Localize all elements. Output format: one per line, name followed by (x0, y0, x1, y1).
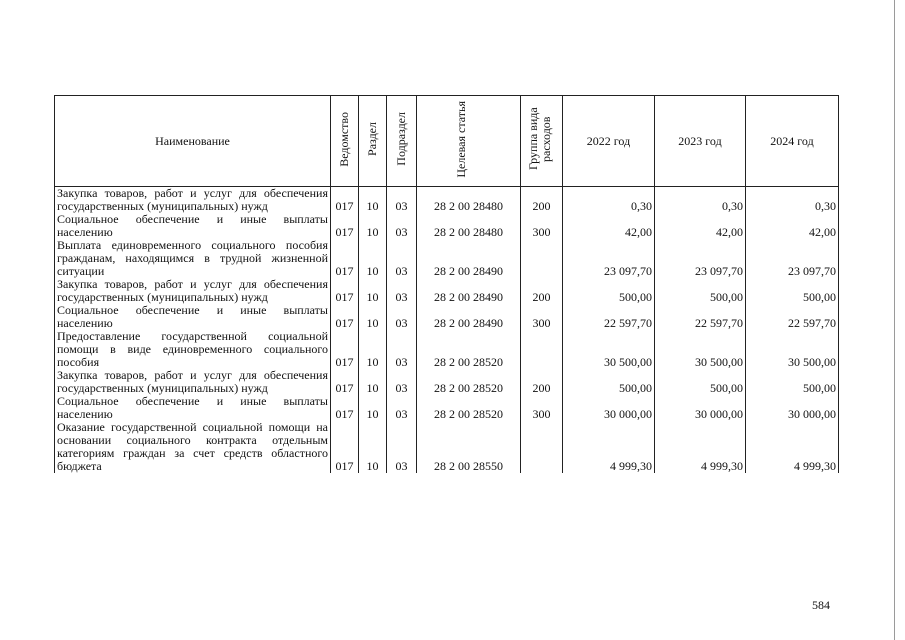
cell-expense-group (521, 421, 563, 473)
table-row (55, 278, 839, 304)
cell-2022: 500,00 (563, 278, 655, 304)
cell-subsection: 03 (387, 304, 417, 330)
header-name (55, 96, 331, 187)
cell-subsection: 03 (387, 213, 417, 239)
cell-2024: 23 097,70 (746, 239, 839, 278)
header-2024 (746, 96, 839, 187)
cell-2024: 500,00 (746, 278, 839, 304)
cell-section: 10 (359, 278, 387, 304)
header-row (55, 96, 839, 187)
header-department (331, 96, 359, 187)
cell-target: 28 2 00 28550 (417, 421, 521, 473)
cell-target: 28 2 00 28480 (417, 213, 521, 239)
cell-target: 28 2 00 28520 (417, 369, 521, 395)
cell-subsection: 03 (387, 187, 417, 214)
cell-name: Предоставление государственной социальной помощи в виде единовременного социального пособия (55, 330, 331, 369)
cell-target: 28 2 00 28490 (417, 304, 521, 330)
cell-2023: 23 097,70 (655, 239, 746, 278)
cell-target: 28 2 00 28520 (417, 330, 521, 369)
cell-expense-group: 300 (521, 213, 563, 239)
header-section-label: Раздел (364, 122, 379, 156)
header-name-label: Наименование (155, 133, 230, 148)
cell-2022: 30 000,00 (563, 395, 655, 421)
cell-2024: 30 000,00 (746, 395, 839, 421)
cell-name: Социальное обеспечение и иные выплаты населению (55, 304, 331, 330)
page-number: 584 (812, 598, 830, 612)
cell-expense-group: 200 (521, 187, 563, 214)
cell-expense-group: 200 (521, 278, 563, 304)
cell-name: Закупка товаров, работ и услуг для обеспечения государственных (муниципальных) нужд (55, 369, 331, 395)
header-2022-label: 2022 год (586, 133, 631, 148)
table-row (55, 239, 839, 278)
cell-expense-group: 200 (521, 369, 563, 395)
cell-2023: 500,00 (655, 369, 746, 395)
header-department-label: Ведомство (336, 111, 351, 167)
cell-name: Социальное обеспечение и иные выплаты населению (55, 395, 331, 421)
cell-expense-group (521, 330, 563, 369)
table-row (55, 304, 839, 330)
cell-2022: 0,30 (563, 187, 655, 214)
cell-expense-group: 300 (521, 395, 563, 421)
table-row (55, 213, 839, 239)
cell-2022: 23 097,70 (563, 239, 655, 278)
cell-section: 10 (359, 369, 387, 395)
header-2023-label: 2023 год (678, 133, 722, 148)
cell-2023: 4 999,30 (655, 421, 746, 473)
table-row (55, 421, 839, 473)
cell-department: 017 (331, 369, 359, 395)
cell-target: 28 2 00 28490 (417, 278, 521, 304)
cell-name: Закупка товаров, работ и услуг для обеспечения государственных (муниципальных) нужд (55, 278, 331, 304)
scan-edge-line (894, 0, 895, 640)
cell-2023: 0,30 (655, 187, 746, 214)
cell-2024: 4 999,30 (746, 421, 839, 473)
cell-section: 10 (359, 395, 387, 421)
cell-expense-group: 300 (521, 304, 563, 330)
cell-2024: 0,30 (746, 187, 839, 214)
cell-2023: 30 500,00 (655, 330, 746, 369)
header-target-label: Целевая статья (453, 100, 468, 178)
cell-department: 017 (331, 395, 359, 421)
table-row (55, 395, 839, 421)
cell-section: 10 (359, 239, 387, 278)
cell-2022: 42,00 (563, 213, 655, 239)
cell-2023: 22 597,70 (655, 304, 746, 330)
header-2024-label: 2024 год (770, 133, 814, 148)
cell-2023: 42,00 (655, 213, 746, 239)
cell-department: 017 (331, 239, 359, 278)
cell-department: 017 (331, 187, 359, 214)
cell-target: 28 2 00 28490 (417, 239, 521, 278)
cell-target: 28 2 00 28520 (417, 395, 521, 421)
table-row (55, 187, 839, 214)
header-2023 (655, 96, 746, 187)
cell-subsection: 03 (387, 278, 417, 304)
cell-2022: 22 597,70 (563, 304, 655, 330)
cell-2023: 30 000,00 (655, 395, 746, 421)
cell-section: 10 (359, 213, 387, 239)
cell-department: 017 (331, 304, 359, 330)
budget-table (54, 95, 839, 473)
cell-subsection: 03 (387, 395, 417, 421)
cell-2023: 500,00 (655, 278, 746, 304)
cell-name: Закупка товаров, работ и услуг для обеспечения государственных (муниципальных) нужд (55, 187, 331, 214)
cell-section: 10 (359, 330, 387, 369)
cell-2024: 42,00 (746, 213, 839, 239)
cell-subsection: 03 (387, 369, 417, 395)
header-section (359, 96, 387, 187)
cell-department: 017 (331, 330, 359, 369)
header-expense-group (521, 96, 563, 187)
cell-name: Оказание государственной социальной помощи на основании социального контракта отдельным категориям граждан за счет средств областного бюджета (55, 421, 331, 473)
table-row (55, 330, 839, 369)
cell-subsection: 03 (387, 330, 417, 369)
cell-2022: 30 500,00 (563, 330, 655, 369)
cell-section: 10 (359, 304, 387, 330)
cell-2024: 22 597,70 (746, 304, 839, 330)
cell-department: 017 (331, 421, 359, 473)
cell-name: Выплата единовременного социального пособия гражданам, находящимся в трудной жизненной ситуации (55, 239, 331, 278)
cell-section: 10 (359, 421, 387, 473)
header-target (417, 96, 521, 187)
cell-subsection: 03 (387, 239, 417, 278)
cell-2022: 4 999,30 (563, 421, 655, 473)
cell-2024: 500,00 (746, 369, 839, 395)
cell-department: 017 (331, 278, 359, 304)
cell-expense-group (521, 239, 563, 278)
table-row (55, 369, 839, 395)
header-subsection-label: Подраздел (393, 112, 408, 166)
header-subsection (387, 96, 417, 187)
cell-subsection: 03 (387, 421, 417, 473)
cell-2024: 30 500,00 (746, 330, 839, 369)
header-expense-group-label: Группа вида расходов (525, 107, 553, 171)
cell-department: 017 (331, 213, 359, 239)
header-2022 (563, 96, 655, 187)
cell-name: Социальное обеспечение и иные выплаты населению (55, 213, 331, 239)
cell-2022: 500,00 (563, 369, 655, 395)
cell-section: 10 (359, 187, 387, 214)
cell-target: 28 2 00 28480 (417, 187, 521, 214)
